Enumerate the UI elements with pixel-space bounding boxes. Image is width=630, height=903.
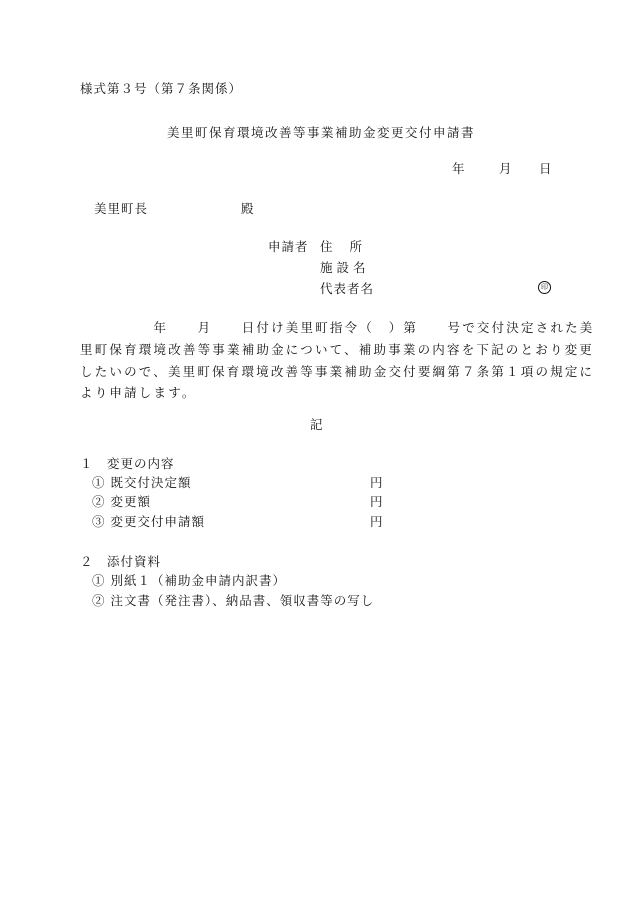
section1-item-label: ③ 変更交付申請額	[92, 514, 205, 529]
applicant-facility-label: 施設名	[320, 260, 370, 275]
section1-item-label: ② 変更額	[92, 494, 151, 509]
section2-heading: ２ 添付資料	[80, 554, 162, 569]
date-month-label: 月	[499, 161, 513, 176]
seal-mark: 印	[538, 281, 551, 294]
body-line: したいので、美里町保育環境改善等事業補助金交付要綱第７条第１項の規定に	[80, 364, 595, 379]
applicant-label: 申請者	[268, 239, 309, 254]
addressee-name: 美里町長	[94, 201, 149, 216]
form-label: 様式第３号（第７条関係）	[80, 81, 243, 96]
section1-item-unit: 円	[370, 475, 384, 490]
body-line: 里町保育環境改善等事業補助金について、補助事業の内容を下記のとおり変更	[80, 342, 595, 357]
document-title: 美里町保育環境改善等事業補助金変更交付申請書	[167, 125, 476, 140]
body-line: より申請します。	[80, 385, 197, 400]
section2-item-label: ② 注文書（発注書）、納品書、領収書等の写し	[92, 593, 375, 608]
section2-item-label: ① 別紙１（補助金申請内訳書）	[92, 573, 286, 588]
ki-heading: 記	[310, 417, 324, 432]
addressee-honorific: 殿	[241, 201, 255, 216]
section1-heading: １ 変更の内容	[80, 456, 175, 471]
section1-item-unit: 円	[370, 494, 384, 509]
body-line: 年 月 日付け美里町指令（ ）第 号で交付決定された美	[80, 320, 595, 335]
section1-item-label: ① 既交付決定額	[92, 475, 192, 490]
date-day-label: 日	[539, 161, 553, 176]
section1-item-unit: 円	[370, 514, 384, 529]
date-year-label: 年	[452, 161, 466, 176]
applicant-address-label: 住所	[320, 239, 380, 254]
applicant-representative-label: 代表者名	[320, 281, 375, 296]
